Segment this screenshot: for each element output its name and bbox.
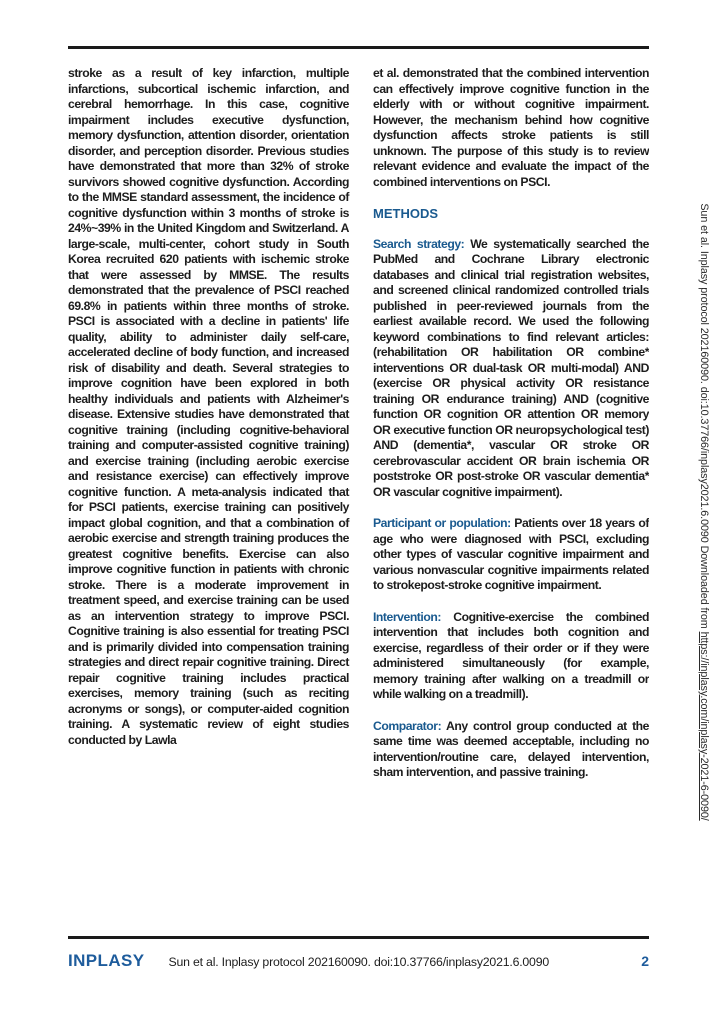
section-text-search-strategy: We systematically searched the PubMed and Cochrane Library electronic databases and clinical trial registration websites, and screened clinical randomized controlled trials published in peer-reviewed journals from the earliest available record. We used the following keyword combinations to find relevant articles: (rehabilitation OR habilitation OR combine* interventions OR dual-task OR multi-modal) AND (exercise OR physical activity OR resistance training OR endurance training) AND (cognitive function OR cognition OR attention OR memory OR executive function OR neuropsychological test) AND (dementia*, vascular OR stroke OR cerebrovascular accident OR brain ischemia OR poststroke OR post-stroke OR vascular dementia* OR vascular cognitive impairment). — [373, 236, 649, 499]
section-label-search-strategy: Search strategy: — [373, 236, 471, 251]
text-columns — [68, 66, 649, 934]
section-intervention — [373, 610, 649, 703]
section-label-participant-or-population: Participant or population: — [373, 516, 515, 530]
sidebar-citation-text: Sun et al. Inplasy protocol 202160090. doi:10.37766/inplasy2021.6.0090 Downloaded from — [698, 203, 710, 632]
section-comparator — [373, 719, 649, 781]
section-text-intervention: Cognitive-exercise the combined intervention that includes both cognition and exercise, regardless of their order or if they were administered simultaneously (for example, memory training after walking on a treadmill or while walking on a treadmill). — [373, 609, 649, 701]
sidebar-citation — [698, 137, 710, 887]
intro-paragraph: et al. demonstrated that the combined intervention can effectively improve cognitive function in the elderly with or without cognitive impairment. However, the mechanism behind how cognitive dysfunction affects stroke patients is still unknown. The purpose of this study is to review relevant evidence and evaluate the impact of the combined interventions on PSCI. — [373, 66, 649, 189]
sidebar-citation-url[interactable]: https://inplasy.com/inplasy-2021-6-0090/ — [698, 631, 710, 821]
bottom-rule — [68, 936, 649, 939]
body-paragraph-left: stroke as a result of key infarction, multiple infarctions, subcortical ischemic infarction, and cerebral hemorrhage. In this case, cognitive impairment includes executive dysfunction, memory dysfunction, attention disorder, orientation disorder, and perception disorder. Previous studies have demonstrated that more than 32% of stroke survivors showed cognitive dysfunction. According to the MMSE standard assessment, the incidence of cognitive dysfunction within 3 months of stroke is 24%~39% in the United Kingdom and Switzerland. A large-scale, multi-center, cohort study in South Korea recruited 620 patients with ischemic stroke that were assessed by MMSE. The results demonstrated that the prevalence of PSCI reached 69.8% in patients within three months of stroke. PSCI is associated with a decline in patients' life quality, ability to administer daily self-care, accelerated decline of body function, and increased risk of disability and death. Several strategies to improve cognition have been explored in both healthy individuals and patients with Alzheimer's disease. Extensive studies have demonstrated that cognitive training (including cognitive-behavioral training and computer-assisted cognitive training) and exercise training (including aerobic exercise and resistance exercise) can effectively improve cognitive function. A meta-analysis indicated that for PSCI patients, exercise training can positively impact global cognition, and that a combination of aerobic exercise and strength training produces the greatest cognitive benefits. Exercise can also improve cognitive function in patients with chronic stroke. There is a moderate improvement in treatment speed, and exercise training can be used as an intervention strategy to improve PSCI. Cognitive training is also essential for treating PSCI and is primarily divided into compensation training strategies and direct repair cognitive training. Direct repair cognitive training includes practical exercises, memory training (such as reciting acronyms or songs), or computer-aided cognition training. A systematic review of eight studies conducted by Lawla — [68, 66, 349, 747]
section-search-strategy — [373, 237, 649, 501]
inplasy-logo: INPLASY — [68, 951, 145, 970]
methods-heading: METHODS — [373, 206, 438, 221]
section-text-participant-or-population: Patients over 18 years of age who were diagnosed with PSCI, excluding other types of vascular cognitive impairment and various nonvascular cognitive impairments related to strokepost-stroke cognitive impairment. — [373, 516, 649, 592]
section-participant-or-population — [373, 516, 649, 594]
section-text-comparator: Any control group conducted at the same time was deemed acceptable, including no intervention/routine care, delayed intervention, sham intervention, and passive training. — [373, 718, 649, 779]
page-footer — [68, 951, 649, 971]
page-number: 2 — [641, 953, 649, 969]
section-label-intervention: Intervention: — [373, 609, 454, 624]
left-column — [68, 66, 349, 934]
section-label-comparator: Comparator: — [373, 718, 447, 733]
top-rule — [68, 46, 649, 49]
footer-citation: Sun et al. Inplasy protocol 202160090. doi:10.37766/inplasy2021.6.0090 — [168, 955, 549, 969]
right-column — [373, 66, 649, 934]
